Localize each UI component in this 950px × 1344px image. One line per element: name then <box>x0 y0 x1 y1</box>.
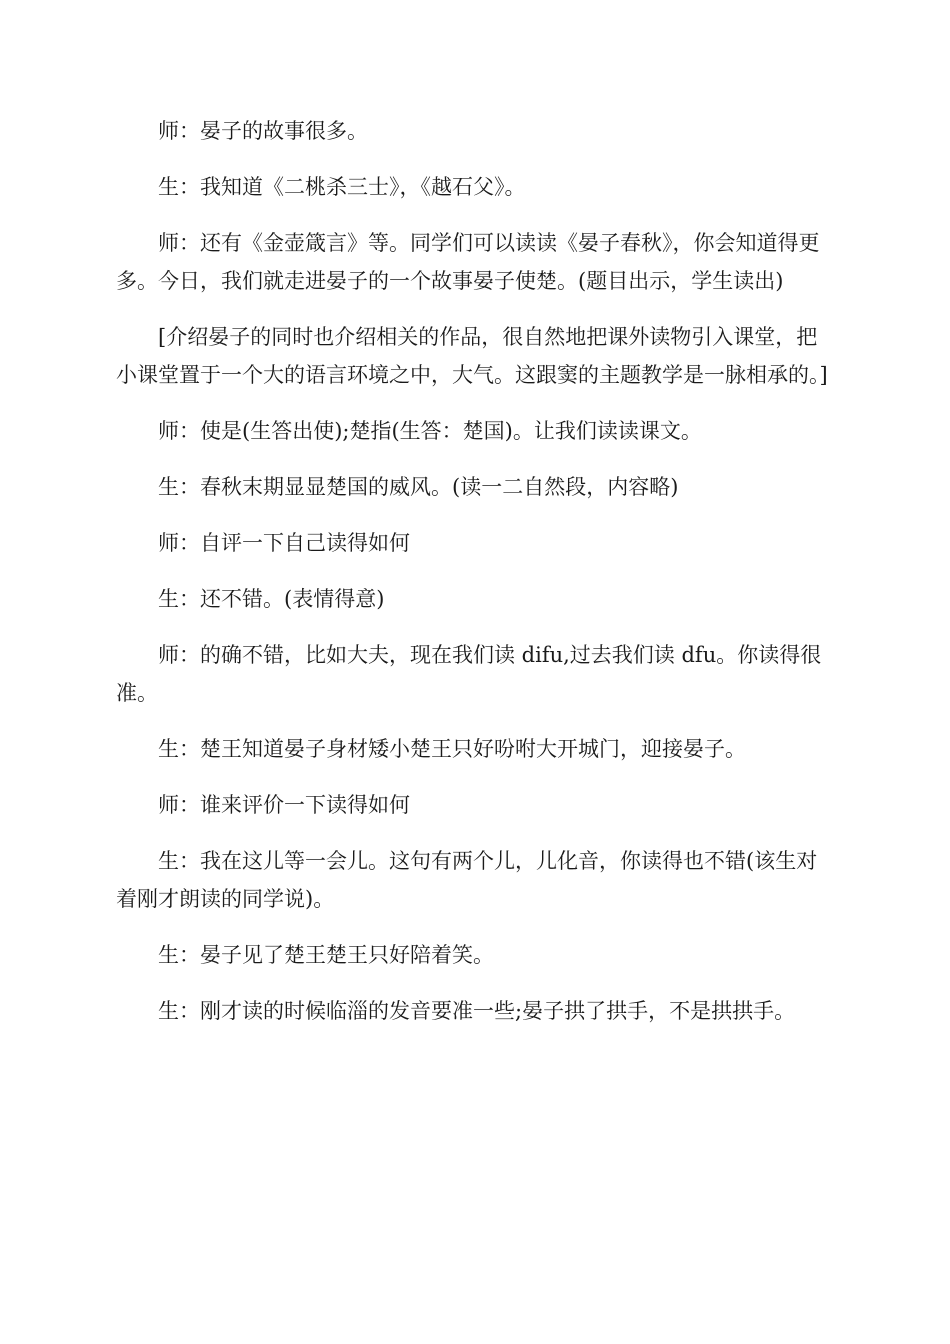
commentary-paragraph: [介绍晏子的同时也介绍相关的作品，很自然地把课外读物引入课堂，把小课堂置于一个大的语言环境之中，大气。这跟窦的主题教学是一脉相承的。] <box>116 325 828 387</box>
paragraph: 生：我在这儿等一会儿。这句有两个儿，儿化音，你读得也不错(该生对着刚才朗读的同学说)。 <box>116 849 818 911</box>
lesson-transcript <box>116 112 836 1048</box>
paragraph: 师：还有《金壶箴言》等。同学们可以读读《晏子春秋》，你会知道得更多。今日，我们就走进晏子的一个故事晏子使楚。(题目出示，学生读出) <box>116 231 820 293</box>
paragraph: 生：刚才读的时候临淄的发音要准一些;晏子拱了拱手，不是拱拱手。 <box>158 999 796 1023</box>
paragraph: 生：还不错。(表情得意) <box>158 587 385 611</box>
paragraph: 生：楚王知道晏子身材矮小楚王只好吩咐大开城门，迎接晏子。 <box>158 737 746 761</box>
paragraph: 师：晏子的故事很多。 <box>158 119 368 143</box>
paragraph: 生：春秋末期显显楚国的威风。(读一二自然段，内容略) <box>158 475 679 499</box>
paragraph: 师：自评一下自己读得如何 <box>158 531 410 555</box>
paragraph: 师：的确不错，比如大夫，现在我们读 difu,过去我们读 dfu。你读得很准。 <box>116 643 822 705</box>
paragraph: 生：晏子见了楚王楚王只好陪着笑。 <box>158 943 494 967</box>
paragraph: 生：我知道《二桃杀三士》，《越石父》。 <box>158 175 526 199</box>
paragraph: 师：谁来评价一下读得如何 <box>158 793 410 817</box>
paragraph: 师：使是(生答出使);楚指(生答：楚国)。让我们读读课文。 <box>158 419 702 443</box>
